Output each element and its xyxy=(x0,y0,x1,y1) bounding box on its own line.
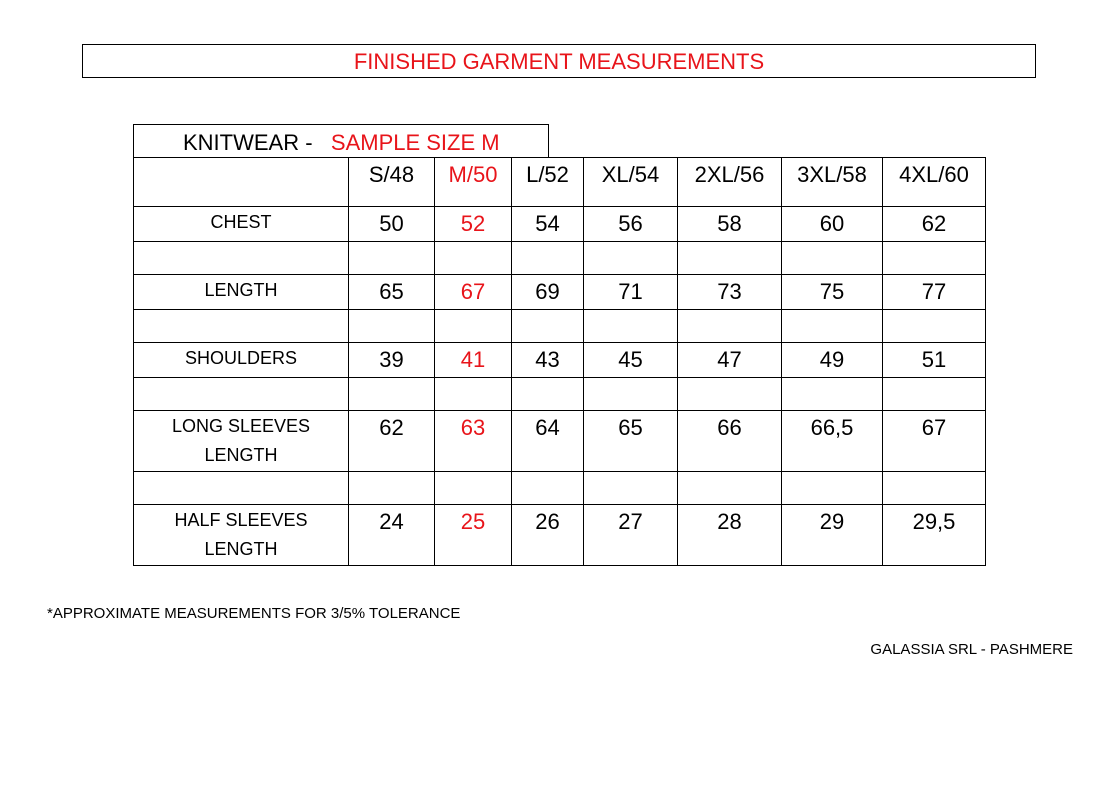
measurement-cell: 69 xyxy=(512,275,584,310)
measurement-cell: 77 xyxy=(883,275,986,310)
measurement-cell: 73 xyxy=(678,275,782,310)
measurement-cell: 52 xyxy=(435,207,512,242)
measurement-cell: 65 xyxy=(349,275,435,310)
table-row-shoulders xyxy=(134,343,986,378)
measurement-cell: 67 xyxy=(883,411,986,472)
header-empty-cell xyxy=(134,158,349,207)
measurement-cell: 41 xyxy=(435,343,512,378)
measurement-cell: 67 xyxy=(435,275,512,310)
row-label: SHOULDERS xyxy=(134,343,349,378)
size-header: S/48 xyxy=(349,158,435,207)
spacer-row xyxy=(134,472,986,505)
measurement-cell: 75 xyxy=(782,275,883,310)
size-header-row xyxy=(134,158,986,207)
measurement-cell: 43 xyxy=(512,343,584,378)
measurement-cell: 60 xyxy=(782,207,883,242)
size-header: 2XL/56 xyxy=(678,158,782,207)
measurement-cell: 26 xyxy=(512,505,584,566)
measurement-cell: 29,5 xyxy=(883,505,986,566)
measurement-cell: 50 xyxy=(349,207,435,242)
row-label: LENGTH xyxy=(134,275,349,310)
measurement-cell: 27 xyxy=(584,505,678,566)
measurement-cell: 63 xyxy=(435,411,512,472)
measurement-cell: 64 xyxy=(512,411,584,472)
spacer-row xyxy=(134,242,986,275)
measurement-cell: 47 xyxy=(678,343,782,378)
measurement-cell: 66,5 xyxy=(782,411,883,472)
measurement-cell: 28 xyxy=(678,505,782,566)
row-label: LONG SLEEVES LENGTH xyxy=(134,411,349,472)
tolerance-footnote: *APPROXIMATE MEASUREMENTS FOR 3/5% TOLERANCE xyxy=(47,605,461,622)
row-label: CHEST xyxy=(134,207,349,242)
measurement-cell: 62 xyxy=(883,207,986,242)
spacer-row xyxy=(134,378,986,411)
measurements-table xyxy=(133,157,986,566)
size-header: 3XL/58 xyxy=(782,158,883,207)
table-row-half-sleeves xyxy=(134,505,986,566)
row-label: HALF SLEEVES LENGTH xyxy=(134,505,349,566)
measurement-cell: 58 xyxy=(678,207,782,242)
measurement-cell: 25 xyxy=(435,505,512,566)
measurement-cell: 65 xyxy=(584,411,678,472)
measurement-cell: 62 xyxy=(349,411,435,472)
measurement-cell: 71 xyxy=(584,275,678,310)
measurement-cell: 51 xyxy=(883,343,986,378)
sample-size-label: SAMPLE SIZE M xyxy=(330,130,500,155)
company-name: GALASSIA SRL - PASHMERE xyxy=(870,641,1073,658)
knitwear-header xyxy=(133,124,549,157)
size-header: M/50 xyxy=(435,158,512,207)
table-row-length xyxy=(134,275,986,310)
size-header: XL/54 xyxy=(584,158,678,207)
measurement-cell: 56 xyxy=(584,207,678,242)
measurement-cell: 66 xyxy=(678,411,782,472)
size-header: 4XL/60 xyxy=(883,158,986,207)
measurement-cell: 45 xyxy=(584,343,678,378)
measurement-cell: 39 xyxy=(349,343,435,378)
measurement-cell: 24 xyxy=(349,505,435,566)
table-row-long-sleeves xyxy=(134,411,986,472)
measurement-cell: 29 xyxy=(782,505,883,566)
size-header: L/52 xyxy=(512,158,584,207)
page-title: FINISHED GARMENT MEASUREMENTS xyxy=(82,44,1036,78)
spacer-row xyxy=(134,310,986,343)
table-row-chest xyxy=(134,207,986,242)
knitwear-label: KNITWEAR - xyxy=(183,130,331,155)
measurement-cell: 49 xyxy=(782,343,883,378)
measurement-cell: 54 xyxy=(512,207,584,242)
